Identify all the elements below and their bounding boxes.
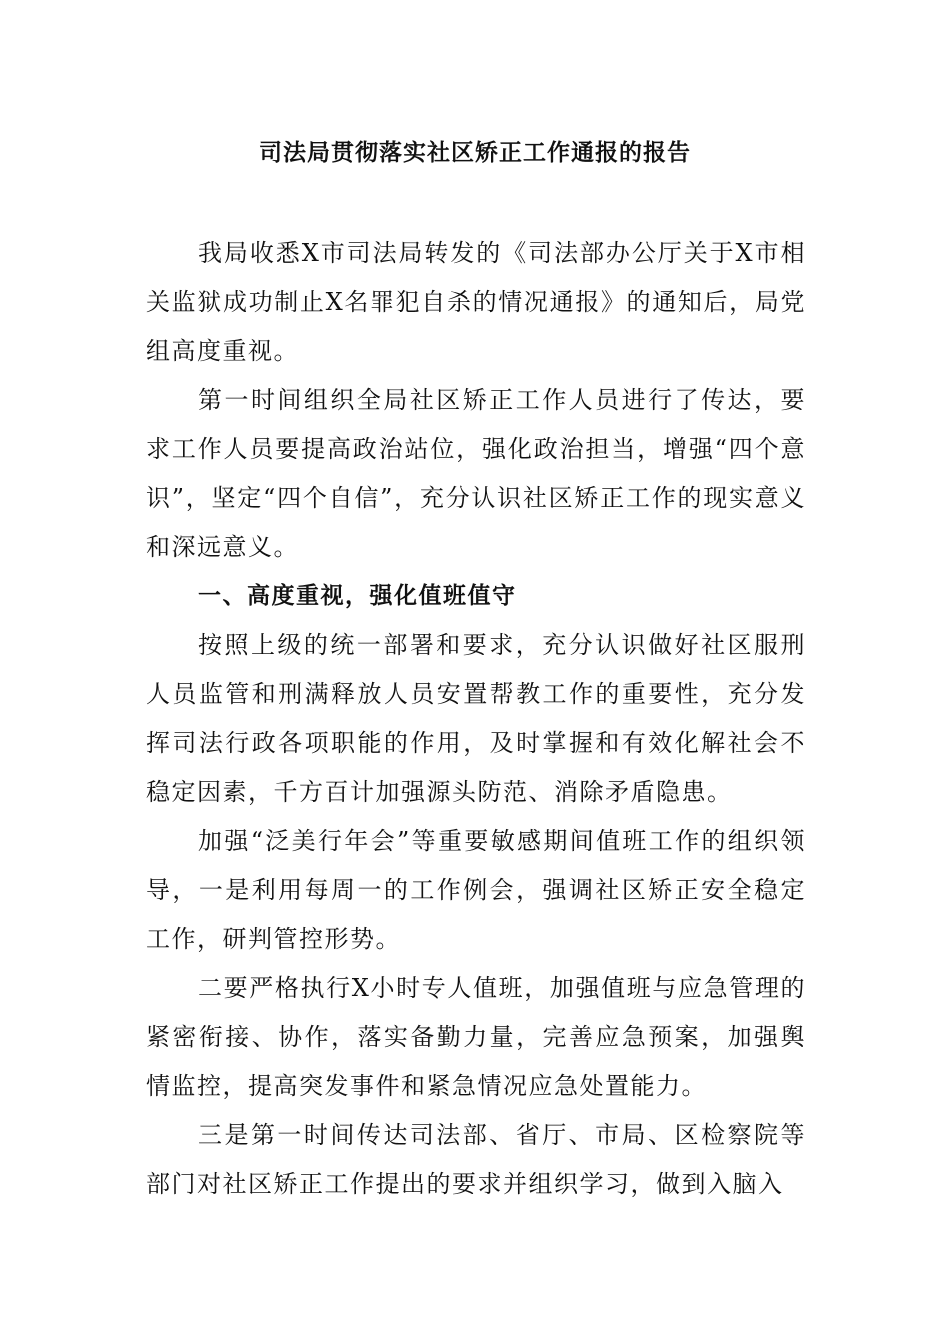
intro-paragraph-2: 第一时间组织全局社区矫正工作人员进行了传达，要求工作人员要提高政治站位，强化政治担当，增强“四个意识”，坚定“四个自信”，充分认识社区矫正工作的现实意义和深远意义。 xyxy=(146,386,806,561)
section1-paragraph-1: 按照上级的统一部署和要求，充分认识做好社区服刑人员监管和刑满释放人员安置帮教工作的重要性，充分发挥司法行政各项职能的作用，及时掌握和有效化解社会不稳定因素，千方百计加强源头防范、消除矛盾隐患。 xyxy=(146,631,806,806)
section1-paragraph-3: 二要严格执行X小时专人值班，加强值班与应急管理的紧密衔接、协作，落实备勤力量，完善应急预案，加强舆情监控，提高突发事件和紧急情况应急处置能力。 xyxy=(146,974,806,1100)
document-body xyxy=(146,229,806,1209)
section-heading-1: 一、高度重视，强化值班值守 xyxy=(198,583,517,609)
document-title: 司法局贯彻落实社区矫正工作通报的报告 xyxy=(259,140,691,166)
section1-paragraph-2: 加强“泛美行年会”等重要敏感期间值班工作的组织领导，一是利用每周一的工作例会，强调社区矫正安全稳定工作，研判管控形势。 xyxy=(146,827,806,953)
intro-paragraph-1: 我局收悉X市司法局转发的《司法部办公厅关于X市相关监狱成功制止X名罪犯自杀的情况通报》的通知后，局党组高度重视。 xyxy=(146,239,806,365)
section1-paragraph-4: 三是第一时间传达司法部、省厅、市局、区检察院等部门对社区矫正工作提出的要求并组织学习，做到入脑入 xyxy=(146,1121,806,1198)
